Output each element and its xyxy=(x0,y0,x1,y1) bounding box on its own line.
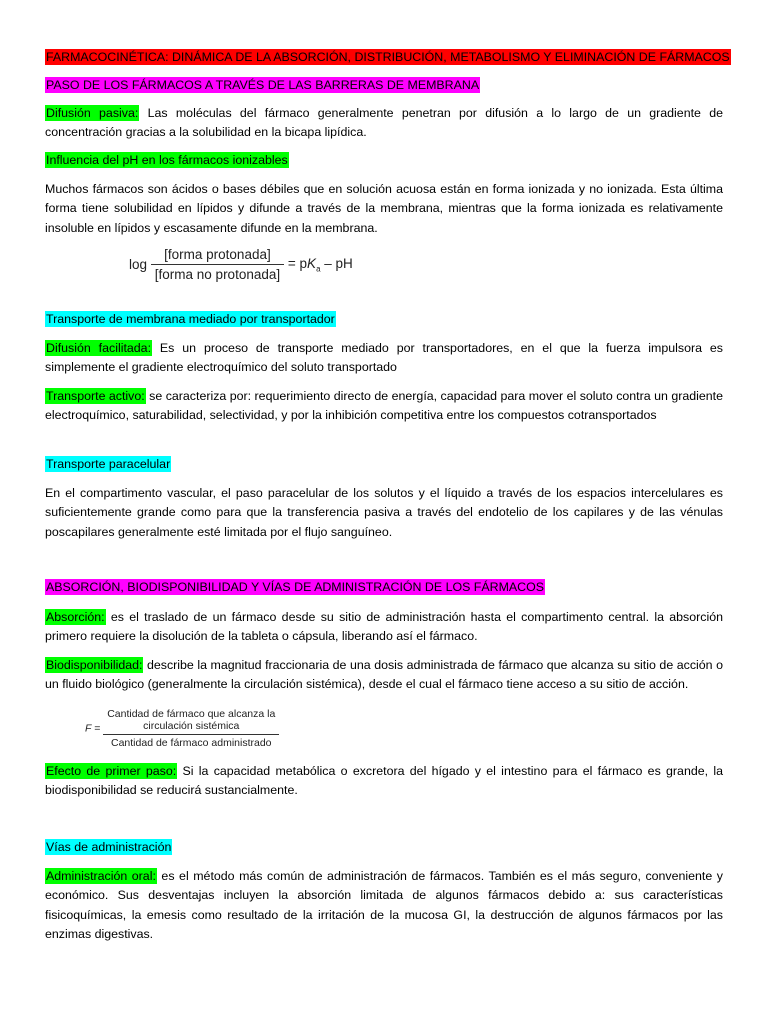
paragraph-ph: Muchos fármacos son ácidos o bases débiles que en solución acuosa están en forma ionizada y no ionizada. Esta última forma tiene solubilidad en lípidos y difunde a través de la membrana, mientras que la forma ionizada es relativamente insoluble en lípidos y escasamente difunde en la membrana. xyxy=(45,182,723,235)
term-difusion-facilitada: Difusión facilitada: xyxy=(46,341,152,355)
paragraph-difusion-pasiva xyxy=(45,104,723,143)
paragraph-biodisponibilidad: Biodisponibilidad: describe la magnitud fraccionaria de una dosis administrada de fármaco que alcanza su sitio de acción o un fluido biológico (generalmente la circulación sistémica), desde el cual el fármaco tiene acceso a su sitio de acción. xyxy=(45,658,723,692)
formula-f: F = xyxy=(85,722,101,735)
section-heading-absorcion: ABSORCIÓN, BIODISPONIBILIDAD Y VÍAS DE ADMINISTRACIÓN DE LOS FÁRMACOS xyxy=(46,580,545,594)
term-primer-paso: Efecto de primer paso: xyxy=(46,764,177,778)
term-administracion-oral: Administración oral: xyxy=(46,869,156,883)
formula-henderson xyxy=(129,247,353,282)
formula-log: log xyxy=(129,257,148,272)
term-transporte-activo: Transporte activo: xyxy=(46,389,145,403)
paragraph-primer-paso: Efecto de primer paso: Si la capacidad metabólica o excretora del hígado y el intestino para el fármaco es grande, la biodisponibilidad se reducirá sustancialmente. xyxy=(45,764,723,798)
subheading-paracelular: Transporte paracelular xyxy=(46,457,171,471)
formula2-numerator: Cantidad de fármaco que alcanza la circulación sistémica xyxy=(103,708,279,735)
subheading-ph: Influencia del pH en los fármacos ionizables xyxy=(46,153,288,167)
title-highlight: FARMACOCINÉTICA: DINÁMICA DE LA ABSORCIÓN, DISTRIBUCIÓN, METABOLISMO Y ELIMINACIÓN DE FÁRMACOS xyxy=(46,50,730,64)
formula2-denominator: Cantidad de fármaco administrado xyxy=(111,737,272,749)
term-biodisponibilidad: Biodisponibilidad: xyxy=(46,658,143,672)
formula-denominator: [forma no protonada] xyxy=(154,267,281,282)
paragraph-absorcion: Absorción: es el traslado de un fármaco desde su sitio de administración hasta el compartimento central. la absorción primero requiere la disolución de la tableta o cápsula, liberando así el fármaco. xyxy=(45,610,723,644)
term-absorcion: Absorción: xyxy=(46,610,105,624)
section-heading-membrane: PASO DE LOS FÁRMACOS A TRAVÉS DE LAS BARRERAS DE MEMBRANA xyxy=(46,78,480,92)
paragraph-administracion-oral: Administración oral: es el método más común de administración de fármacos. También es el más seguro, conveniente y económico. Sus desventajas incluyen la absorción limitada de algunos fármacos debido a: sus características fisicoquímicas, la emesis como resultado de la irritación de la mucosa GI, la destrucción de algunos fármacos por las enzimas digestivas. xyxy=(45,869,723,941)
formula-biodisponibilidad xyxy=(85,708,279,749)
formula2-fraction xyxy=(103,708,279,749)
paragraph-paracelular: En el compartimento vascular, el paso paracelular de los solutos y el líquido a través de los espacios intercelulares es suficientemente grande como para que la transferencia pasiva a través del endotelio de los capilares y de las vénulas poscapilares generalmente esté limitada por el flujo sanguíneo. xyxy=(45,486,723,539)
formula-rhs: = $pK_a$ – pH xyxy=(287,255,353,274)
term-difusion-pasiva: Difusión pasiva: xyxy=(46,106,139,120)
text-difusion-pasiva: Las moléculas del fármaco generalmente penetran por difusión a lo largo de un gradiente de concentración gracias a la solubilidad en la bicapa lipídica. xyxy=(45,106,723,140)
paragraph-transporte-activo: Transporte activo: se caracteriza por: requerimiento directo de energía, capacidad para mover el soluto contra un gradiente electroquímico, saturabilidad, selectividad, y por la inhibición competitiva entre los compuestos cotransportados xyxy=(45,389,723,423)
paragraph-difusion-facilitada: Difusión facilitada: Es un proceso de transporte mediado por transportadores, en el que la fuerza impulsora es simplemente el gradiente electroquímico del soluto transportado xyxy=(45,341,723,375)
document-title xyxy=(45,48,730,67)
section-heading-transportador: Transporte de membrana mediado por transportador xyxy=(46,312,335,326)
formula-numerator: [forma protonada] xyxy=(151,247,284,265)
subheading-vias: Vías de administración xyxy=(46,840,172,854)
formula-fraction xyxy=(151,247,284,282)
